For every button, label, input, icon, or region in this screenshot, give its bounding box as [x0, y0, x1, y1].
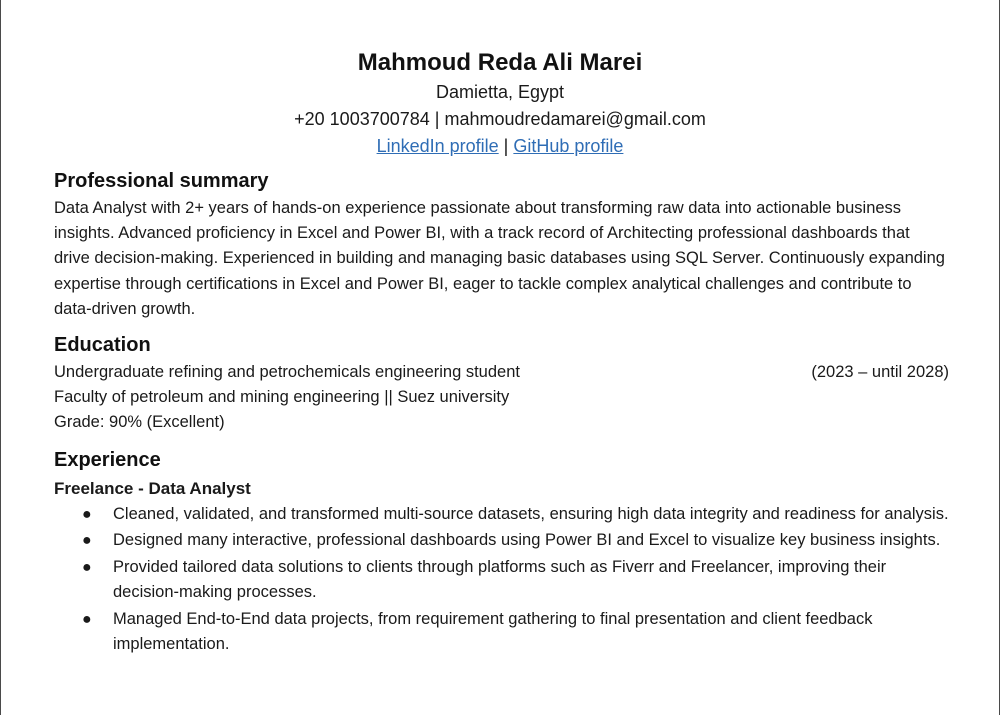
bullet-text: Provided tailored data solutions to clients through platforms such as Fiverr and Freelancer, improving their decision-making processes. [113, 557, 887, 602]
grade-line: Grade: 90% (Excellent) [54, 413, 225, 432]
email-address: mahmoudredamarei@gmail.com [444, 109, 706, 129]
summary-section [54, 166, 949, 322]
bullet-icon: ● [82, 558, 92, 576]
job-title: Freelance - Data Analyst [54, 478, 251, 498]
resume-body [54, 166, 949, 659]
experience-section [54, 445, 949, 658]
degree-dates: (2023 – until 2028) [811, 363, 949, 382]
linkedin-link[interactable]: LinkedIn profile [376, 136, 499, 156]
phone-number: +20 1003700784 [294, 109, 430, 129]
summary-text: Data Analyst with 2+ years of hands-on experience passionate about transforming raw data into actionable business insights. Advanced proficiency in Excel and Power BI, with a track record of Architecting professional dashboards that drive decision-making. Experienced in building and managing basic databases using SQL Server. Continuously expanding expertise through certifications in Excel and Power BI, eager to tackle complex analytical challenges and contribute to data-driven growth. [54, 199, 945, 318]
list-item [54, 528, 949, 554]
experience-heading: Experience [54, 448, 161, 471]
degree-title: Undergraduate refining and petrochemicals engineering student [54, 363, 520, 382]
bullet-icon: ● [82, 610, 92, 628]
contact-line [1, 106, 999, 133]
list-item [54, 555, 949, 606]
bullet-icon: ● [82, 505, 92, 523]
education-heading: Education [54, 334, 151, 357]
list-item [54, 502, 949, 528]
bullet-text: Designed many interactive, professional dashboards using Power BI and Excel to visualize key business insights. [113, 531, 941, 550]
contact-separator: | [429, 109, 445, 129]
candidate-name: Mahmoud Reda Ali Marei [357, 49, 643, 76]
degree-row [54, 360, 949, 385]
github-link[interactable]: GitHub profile [513, 136, 624, 156]
list-item [54, 607, 949, 658]
bullet-text: Cleaned, validated, and transformed multi-source datasets, ensuring high data integrity and readiness for analysis. [113, 504, 949, 523]
summary-heading: Professional summary [54, 170, 269, 192]
education-section [54, 330, 949, 436]
link-separator: | [498, 136, 514, 156]
profile-links [1, 133, 999, 160]
resume-header [1, 0, 999, 160]
bullet-icon: ● [82, 532, 92, 550]
bullet-text: Managed End-to-End data projects, from requirement gathering to final presentation and client feedback implementation. [113, 609, 873, 654]
education-entry [54, 360, 949, 436]
experience-bullets [54, 502, 949, 658]
location: Damietta, Egypt [435, 82, 565, 102]
faculty-line: Faculty of petroleum and mining engineering || Suez university [54, 388, 510, 407]
